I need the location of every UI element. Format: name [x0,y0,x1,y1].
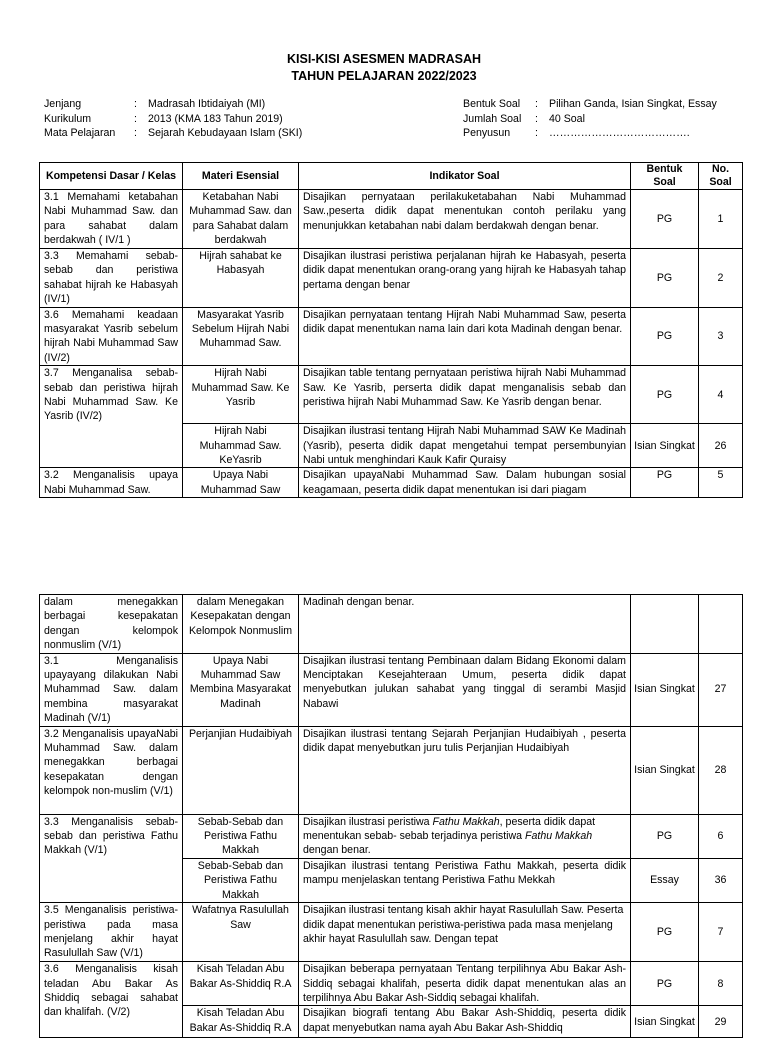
cell-kd: 3.2 Menganalisis upayaNabi Muhammad Saw. dalam menegakkan berbagai kesepakatan dengan kelompok non-muslim (V/1) [40,726,183,814]
header-no: No. Soal [699,163,743,190]
cell-no [699,595,743,654]
cell-indikator: Disajikan ilustrasi tentang Hijrah Nabi Muhammad SAW Ke Madinah (Yasrib), peserta didik dapat mengetahui tempat persembunyian Nabi untuk menghindari Kauk Kafir Quraisy [299,424,631,468]
header-kd: Kompetensi Dasar / Kelas [40,163,183,190]
cell-bentuk [631,595,699,654]
meta-kurikulum [44,112,302,127]
cell-bentuk: PG [631,962,699,1006]
cell-no: 36 [699,858,743,902]
cell-materi: Sebab-Sebab dan Peristiwa Fathu Makkah [183,814,299,858]
cell-bentuk: PG [631,249,699,308]
meta-sep: : [134,98,137,110]
cell-kd: 3.3 Memahami sebab-sebab dan peristiwa sahabat hijrah ke Habasyah (IV/1) [40,249,183,308]
table-row [40,653,743,726]
cell-kd: 3.5 Menganalisis peristiwa-peristiwa pada masa menjelang akhir hayat Rasulullah Saw (V/1) [40,903,183,962]
table-row [40,595,743,654]
indikator-text: , peserta didik dapat menentukan sebab- sebab terjadinya peristiwa [303,815,596,843]
meta-penyusun [463,126,717,141]
cell-indikator: Disajikan beberapa pernyataan Tentang terpilihnya Abu Bakar Ash-Siddiq sebagai khalifah, peserta didik dapat menentukan alas an terpilihnya Abu Bakar Ash-Siddiq sebagai khalifah. [299,962,631,1006]
cell-indikator: Disajikan upayaNabi Muhammad Saw. Dalam hubungan sosial keagamaan, peserta didik dapat menentukan isi dari piagam [299,468,631,498]
meta-mata-pelajaran [44,126,302,141]
cell-materi: Masyarakat Yasrib Sebelum Hijrah Nabi Muhammad Saw. [183,307,299,366]
cell-bentuk: PG [631,468,699,498]
cell-no: 6 [699,814,743,858]
meta-key: Penyusun [463,127,511,139]
meta-value: 2013 (KMA 183 Tahun 2019) [148,112,283,125]
indikator-text: dengan benar. [303,844,371,857]
meta-key: Mata Pelajaran [44,127,116,139]
cell-materi: Upaya Nabi Muhammad Saw [183,468,299,498]
cell-no: 5 [699,468,743,498]
indikator-italic: Fathu Makkah [525,830,593,843]
meta-jumlah-soal [463,112,717,127]
cell-indikator: Disajikan ilustrasi tentang Sejarah Perjanjian Hudaibiyah , peserta didik dapat menyebutkan juru tulis Perjanjian Hudaibiyah [299,726,631,814]
cell-materi: Upaya Nabi Muhammad Saw Membina Masyarakat Madinah [183,653,299,726]
meta-value: 40 Soal [549,112,585,125]
cell-materi: Ketabahan Nabi Muhammad Saw. dan para Sahabat dalam berdakwah [183,190,299,249]
cell-materi: Kisah Teladan Abu Bakar As-Shiddiq R.A [183,1006,299,1038]
cell-bentuk: Isian Singkat [631,726,699,814]
meta-key: Kurikulum [44,112,92,125]
meta-sep: : [535,98,538,110]
cell-no: 1 [699,190,743,249]
cell-indikator: Disajikan ilustrasi tentang Peristiwa Fathu Makkah, peserta didik mampu menjelaskan tentang Peristiwa Fathu Mekkah [299,858,631,902]
cell-bentuk: PG [631,190,699,249]
cell-materi: Hijrah Nabi Muhammad Saw. KeYasrib [183,424,299,468]
cell-bentuk: Isian Singkat [631,1006,699,1038]
meta-value: Sejarah Kebudayaan Islam (SKI) [148,127,303,139]
meta-sep: : [134,127,137,139]
cell-bentuk: PG [631,366,699,424]
cell-indikator: Disajikan table tentang pernyataan peristiwa hijrah Nabi Muhammad Saw. Ke Yasrib, perserta didik dapat menganalisis sebab dan peristiwa hijrah Nabi Muhammad Saw. Ke Yasrib dengan benar. [299,366,631,424]
document-subtitle: TAHUN PELAJARAN 2022/2023 [291,69,477,83]
cell-no: 7 [699,903,743,962]
cell-indikator: Disajikan pernyataan perilakuketabahan Nabi Muhammad Saw.,peserta didik dapat menentukan contoh perilaku yang menunjukkan ketabahan nabi dalam berdakwah dengan benar. [299,190,631,249]
cell-kd: 3.1 Memahami ketabahan Nabi Muhammad Saw. dan para sahabat dalam berdakwah ( IV/1 ) [40,190,183,249]
cell-no: 3 [699,307,743,366]
cell-no: 8 [699,962,743,1006]
cell-indikator: Disajikan biografi tentang Abu Bakar Ash-Shiddiq, peserta didik dapat menyebutkan nama ayah Abu Bakar Ash-Shiddiq [299,1006,631,1038]
cell-materi: Kisah Teladan Abu Bakar As-Shiddiq R.A [183,962,299,1006]
indikator-text: Disajikan ilustrasi peristiwa [303,815,433,828]
table-row [40,726,743,814]
meta-value: Madrasah Ibtidaiyah (MI) [148,98,266,110]
cell-indikator: Disajikan ilustrasi peristiwa perjalanan hijrah ke Habasyah, peserta didik dapat menentukan orang-orang yang hijrah ke Habasyah tahap pertama dengan benar [299,249,631,308]
cell-materi: Wafatnya Rasulullah Saw [183,903,299,962]
cell-materi: Perjanjian Hudaibiyah [183,726,299,814]
meta-value: …………………………………. [549,127,690,139]
header-materi: Materi Esensial [183,163,299,190]
cell-no: 28 [699,726,743,814]
cell-materi: dalam Menegakan Kesepakatan dengan Kelompok Nonmuslim [183,595,299,654]
meta-key: Bentuk Soal [463,98,521,110]
cell-indikator: Disajikan ilustrasi tentang kisah akhir hayat Rasulullah Saw. Peserta didik dapat menentukan peristiwa-peristiwa pada masa menjelang akhir hayat Rasulullah saw. Dengan tepat [299,903,631,962]
cell-indikator: Madinah dengan benar. [299,595,631,654]
cell-bentuk: Isian Singkat [631,653,699,726]
cell-indikator [299,814,631,858]
kisi-kisi-table-page-2 [39,594,743,1038]
cell-kd: 3.2 Menganalisis upaya Nabi Muhammad Saw. [40,468,183,498]
cell-kd: 3.6 Memahami keadaan masyarakat Yasrib sebelum hijrah Nabi Muhammad Saw (IV/2) [40,307,183,366]
kisi-kisi-table-page-1 [39,162,743,498]
table-row [40,814,743,858]
table-row [40,190,743,249]
table-header-row [40,163,743,190]
cell-materi: Hijrah Nabi Muhammad Saw. Ke Yasrib [183,366,299,424]
header-indikator: Indikator Soal [299,163,631,190]
meta-right [463,97,717,141]
meta-jenjang [44,97,302,112]
table-row [40,366,743,424]
cell-no: 27 [699,653,743,726]
cell-bentuk: Essay [631,858,699,902]
cell-no: 2 [699,249,743,308]
indikator-italic: Fathu Makkah [432,815,500,828]
cell-bentuk: PG [631,903,699,962]
meta-bentuk-soal [463,97,717,112]
meta-key: Jenjang [44,98,82,110]
cell-bentuk: Isian Singkat [631,424,699,468]
cell-bentuk: PG [631,307,699,366]
cell-kd: 3.1 Menganalisis upayayang dilakukan Nabi Muhammad Saw. dalam membina masyarakat Madinah (V/1) [40,653,183,726]
table-row [40,468,743,498]
cell-no: 4 [699,366,743,424]
cell-kd: dalam menegakkan berbagai kesepakatan dengan kelompok nonmuslim (V/1) [40,595,183,654]
cell-no: 29 [699,1006,743,1038]
cell-materi: Hijrah sahabat ke Habasyah [183,249,299,308]
cell-kd: 3.6 Menganalisis kisah teladan Abu Bakar As Shiddiq sebagai sahabat dan khalifah. (V/2) [40,962,183,1038]
meta-left [44,97,302,141]
meta-sep: : [535,112,538,125]
table-row [40,249,743,308]
table-row [40,307,743,366]
cell-kd: 3.7 Menganalisa sebab-sebab dan peristiwa hijrah Nabi Muhammad Saw. Ke Yasrib (IV/2) [40,366,183,468]
meta-value: Pilihan Ganda, Isian Singkat, Essay [549,98,717,110]
cell-bentuk: PG [631,814,699,858]
cell-materi: Sebab-Sebab dan Peristiwa Fathu Makkah [183,858,299,902]
cell-kd: 3.3 Menganalisis sebab-sebab dan peristiwa Fathu Makkah (V/1) [40,814,183,902]
table-row [40,962,743,1006]
cell-no: 26 [699,424,743,468]
meta-sep: : [535,127,538,139]
meta-key: Jumlah Soal [463,112,522,125]
table-row [40,903,743,962]
meta-sep: : [134,112,137,125]
cell-indikator: Disajikan pernyataan tentang Hijrah Nabi Muhammad Saw, peserta didik dapat menentukan nama lain dari kota Madinah dengan benar. [299,307,631,366]
header-bentuk: Bentuk Soal [631,163,699,190]
document-title: KISI-KISI ASESMEN MADRASAH [287,52,481,66]
cell-indikator: Disajikan ilustrasi tentang Pembinaan dalam Bidang Ekonomi dalam Menciptakan Kesejahteraan Umum, peserta didik dapat menyebutkan julukan sahabat yang tinggal di serambi Masjid Nabawi [299,653,631,726]
